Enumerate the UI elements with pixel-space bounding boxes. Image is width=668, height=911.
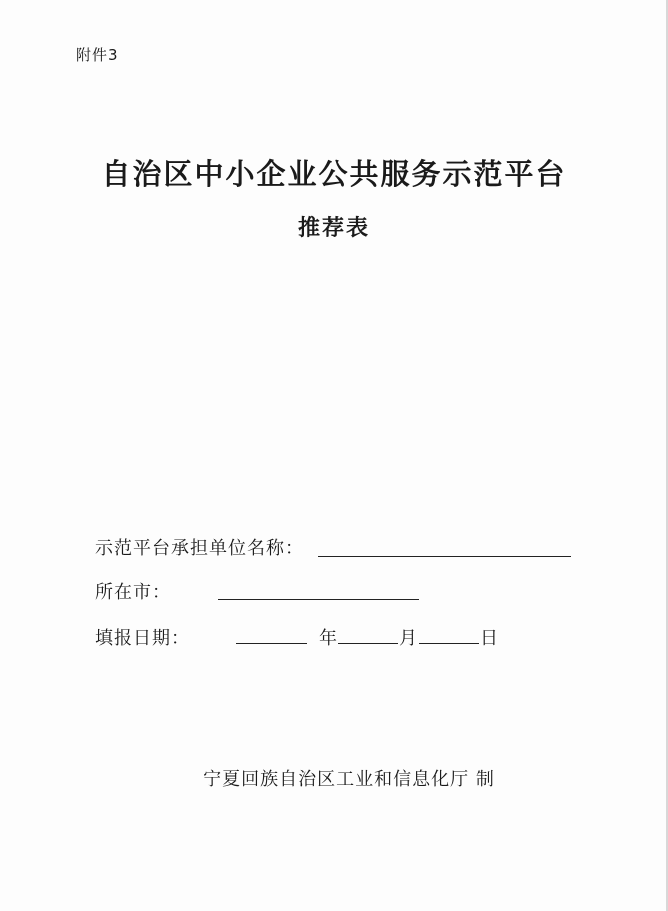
unit-name-field[interactable] (318, 556, 571, 557)
date-year-unit: 年 (319, 628, 337, 649)
attachment-label: 附件3 (76, 46, 119, 64)
date-label: 填报日期： (95, 628, 190, 649)
city-label: 所在市： (95, 582, 171, 603)
document-title: 自治区中小企业公共服务示范平台 (101, 157, 567, 191)
date-day-field[interactable] (419, 643, 479, 644)
date-month-unit: 月 (399, 628, 417, 649)
date-day-unit: 日 (480, 628, 498, 649)
date-year-field[interactable] (236, 643, 307, 644)
document-subtitle: 推荐表 (297, 216, 370, 241)
issuer-line: 宁夏回族自治区工业和信息化厅 制 (203, 769, 495, 790)
city-field[interactable] (218, 599, 419, 600)
unit-name-label: 示范平台承担单位名称： (95, 538, 304, 559)
date-month-field[interactable] (338, 643, 398, 644)
